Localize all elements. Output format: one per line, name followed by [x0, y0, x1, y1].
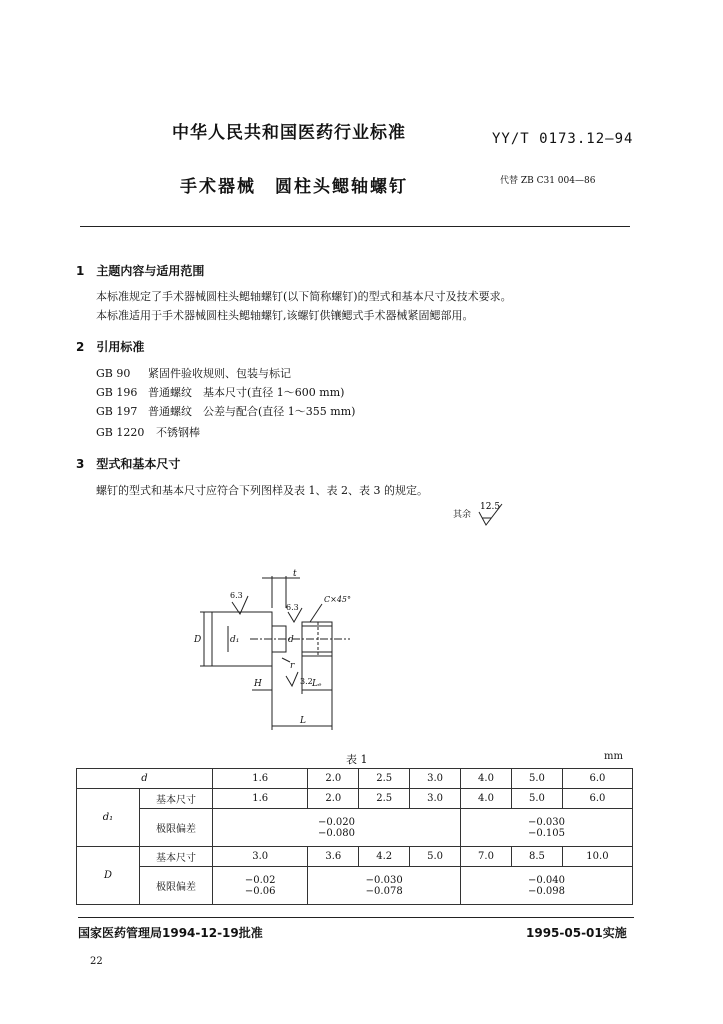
cell: 3.0 [410, 789, 461, 809]
table-row [77, 769, 633, 789]
label-t: t [293, 569, 297, 579]
reference-code: GB 90 [96, 367, 131, 380]
reference-item [96, 424, 200, 440]
limit-deviation-label: 极限偏差 [140, 809, 213, 847]
cell: 10.0 [562, 847, 632, 867]
cell: 8.5 [511, 847, 562, 867]
table-caption: 表 1 [346, 753, 368, 766]
cell: 3.0 [213, 847, 308, 867]
label-d1: d₁ [230, 635, 240, 645]
reference-code: GB 1220 [96, 426, 145, 439]
cell: 2.0 [308, 789, 359, 809]
cell: 4.2 [359, 847, 410, 867]
tolerance-cell: −0.02 −0.06 [213, 867, 308, 905]
cell: 2.5 [359, 789, 410, 809]
tolerance-cell: −0.030 −0.105 [461, 809, 633, 847]
row-label-D: D [77, 847, 140, 905]
limit-deviation-label: 极限偏差 [140, 867, 213, 905]
section-2-heading: 2 引用标准 [76, 340, 145, 354]
section-1-heading: 1 主题内容与适用范围 [76, 264, 205, 278]
cell: 1.6 [213, 769, 308, 789]
cell: 3.0 [410, 769, 461, 789]
document-title: 手术器械 圆柱头鳃轴螺钉 [180, 177, 408, 197]
cell: 2.0 [308, 769, 359, 789]
replaces-note: 代替 ZB C31 004—86 [500, 176, 596, 186]
implementation-note: 1995-05-01实施 [526, 926, 627, 940]
label-H: H [254, 679, 262, 689]
header-d: d [77, 769, 213, 789]
screw-drawing [190, 568, 380, 738]
label-6.3-b: 6.3 [286, 603, 299, 612]
tolerance-cell: −0.040 −0.098 [461, 867, 633, 905]
basic-size-label: 基本尺寸 [140, 847, 213, 867]
label-chamfer: C×45° [324, 595, 352, 604]
reference-desc: 不锈钢棒 [156, 426, 200, 439]
reference-item [96, 365, 291, 381]
standard-body-title: 中华人民共和国医药行业标准 [172, 123, 406, 143]
label-Le: Lₑ [312, 679, 322, 689]
tolerance-cell: −0.020 −0.080 [213, 809, 461, 847]
basic-size-label: 基本尺寸 [140, 789, 213, 809]
section-1-paragraph-2: 本标准适用于手术器械圆柱头鳃轴螺钉,该螺钉供镶鳃式手术器械紧固鳃部用。 [96, 309, 474, 322]
header-rule [80, 226, 630, 227]
cell: 4.0 [461, 769, 512, 789]
table-row [77, 867, 633, 905]
table-row [77, 789, 633, 809]
dimension-table [76, 768, 633, 905]
tolerance-cell: −0.030 −0.078 [308, 867, 461, 905]
footer-rule [78, 917, 634, 918]
table-unit: mm [604, 751, 623, 762]
cell: 4.0 [461, 789, 512, 809]
label-r: r [290, 661, 295, 671]
page-number: 22 [90, 956, 103, 967]
reference-code: GB 196 [96, 386, 138, 399]
section-1-paragraph-1: 本标准规定了手术器械圆柱头鳃轴螺钉(以下简称螺钉)的型式和基本尺寸及技术要求。 [96, 290, 512, 303]
label-6.3-a: 6.3 [230, 591, 243, 600]
roughness-note [453, 507, 471, 520]
cell: 1.6 [213, 789, 308, 809]
section-3-heading: 3 型式和基本尺寸 [76, 457, 181, 471]
roughness-label: 其余 [453, 510, 472, 520]
reference-item [96, 384, 344, 400]
standard-code: YY/T 0173.12—94 [492, 131, 634, 147]
reference-code: GB 197 [96, 405, 138, 418]
label-D: D [194, 635, 202, 645]
table-row [77, 847, 633, 867]
label-d: d [288, 635, 294, 645]
cell: 7.0 [461, 847, 512, 867]
screw-head-outline [212, 612, 272, 666]
cell: 6.0 [562, 789, 632, 809]
reference-desc: 普通螺纹 公差与配合(直径 1～355 mm) [148, 405, 356, 418]
cell: 5.0 [511, 789, 562, 809]
reference-desc: 紧固件验收规则、包装与标记 [148, 367, 291, 380]
cell: 3.6 [308, 847, 359, 867]
roughness-value: 12.5 [480, 502, 501, 512]
reference-item [96, 403, 355, 419]
cell: 5.0 [410, 847, 461, 867]
cell: 6.0 [562, 769, 632, 789]
table-row [77, 809, 633, 847]
label-L: L [300, 716, 306, 726]
row-label-d1: d₁ [77, 789, 140, 847]
cell: 2.5 [359, 769, 410, 789]
label-3.2: 3.2 [300, 677, 313, 686]
roughness-symbol-icon [476, 500, 510, 530]
cell: 5.0 [511, 769, 562, 789]
approval-note: 国家医药管理局1994-12-19批准 [78, 926, 263, 940]
reference-desc: 普通螺纹 基本尺寸(直径 1～600 mm) [148, 386, 345, 399]
section-3-paragraph-1: 螺钉的型式和基本尺寸应符合下列图样及表 1、表 2、表 3 的规定。 [96, 484, 428, 497]
